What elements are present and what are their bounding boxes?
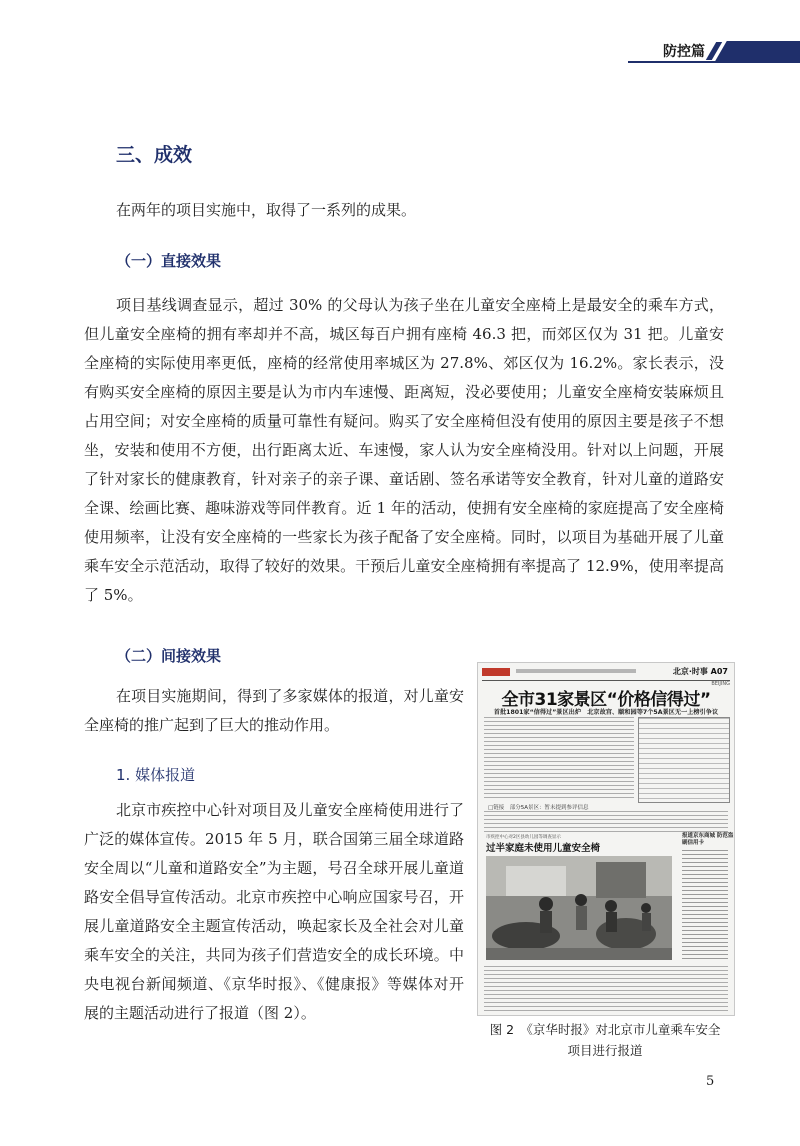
newspaper-clipping-figure [477, 662, 735, 1016]
media-coverage-heading: 1. 媒体报道 [116, 766, 196, 784]
newspaper-text-columns [484, 811, 728, 833]
newspaper-headline: 全市31家景区“价格信得过” [501, 690, 711, 710]
figure-caption [474, 1019, 736, 1061]
media-coverage-paragraph: 北京市疾控中心针对项目及儿童安全座椅使用进行了广泛的媒体宣传。2015 年 5 月，联合国第三届全球道路安全周以“儿童和道路安全”为主题，号召全球开展儿童道路安全倡导宣传活动。北京市疾控中心响应国家号召，开展儿童道路安全主题宣传活动，唤起家长及全社会对儿童乘车安全的关注，共同为孩子们营造安全的成长环境。中央电视台新闻频道、《京华时报》、《健康报》等媒体对开展的主题活动进行了报道（图 2）。 [84, 801, 464, 1022]
newspaper-logo-block [482, 668, 510, 676]
newspaper-section-label: 北京·时事 A07 [672, 667, 728, 676]
newspaper-text-columns [484, 966, 728, 1012]
indirect-effects-paragraph: 在项目实施期间，得到了多家媒体的报道，对儿童安全座椅的推广起到了巨大的推动作用。 [84, 687, 464, 734]
figure-caption-line: 项目进行报道 [567, 1043, 643, 1058]
figure-caption-line: 图 2 《京华时报》对北京市儿童乘车安全 [489, 1022, 721, 1037]
children-playground-photo [486, 856, 672, 960]
newspaper-edition-label: BEIJING [711, 681, 730, 687]
newspaper-sidebar-title: 报道京东商城 防范盗刷信用卡 [682, 833, 734, 846]
newspaper-subheadline: 首批1801家“信得过”景区出炉 北京故宫、颐和园等7个5A景区无一上榜引争议 [493, 709, 719, 716]
chapter-header-tag [655, 40, 800, 62]
newspaper-article-headline: 过半家庭未使用儿童安全椅 [486, 843, 601, 854]
indirect-effects-heading: （二）间接效果 [116, 647, 222, 665]
header-bar-decoration [715, 41, 800, 61]
intro-paragraph: 在两年的项目实施中，取得了一系列的成果。 [116, 201, 417, 219]
newspaper-photo [486, 856, 672, 960]
header-rule [628, 61, 800, 63]
newspaper-box-label: □链接 部分5A景区：暂未提到参评信息 [488, 805, 589, 811]
chapter-label: 防控篇 [663, 44, 705, 60]
newspaper-date-line [516, 669, 636, 673]
page-number: 5 [706, 1074, 715, 1089]
direct-effects-paragraph: 项目基线调查显示，超过 30% 的父母认为孩子坐在儿童安全座椅上是最安全的乘车方式，但儿童安全座椅的拥有率却并不高，城区每百户拥有座椅 46.3 把，而郊区仅为 31 把。儿童安全座椅的实际使用率更低，座椅的经常使用率城区为 27.8%、郊区仅为 16.2%。家长表示，没有购买安全座椅的原因主要是认为市内车速慢、距离短，没必要使用；儿童安全座椅安装麻烦且占用空间；对安全座椅的质量可靠性有疑问。购买了安全座椅但没有使用的原因主要是孩子不想坐，安装和使用不方便，出行距离太近、车速慢，家人认为安全座椅没用。针对以上问题，开展了针对家长的健康教育，针对亲子的亲子课、童话剧、签名承诺等安全教育，针对儿童的道路安全课、绘画比赛、趣味游戏等同伴教育。近 1 年的活动，使拥有安全座椅的家庭提高了安全座椅使用频率，让没有安全座椅的一些家长为孩子配备了安全座椅。同时，以项目为基础开展了儿童乘车安全示范活动，取得了较好的效果。干预后儿童安全座椅拥有率提高了 12.9%，使用率提高了 5%。 [84, 296, 724, 604]
newspaper-text-columns [484, 717, 634, 801]
newspaper-table [638, 717, 730, 803]
newspaper-masthead [482, 666, 730, 681]
direct-effects-heading: （一）直接效果 [116, 252, 222, 270]
newspaper-sidebar-text [682, 850, 728, 960]
section-title: 三、成效 [116, 144, 193, 166]
newspaper-article-kicker: 市疾控中心对2区县幼儿园等调查显示 [486, 835, 561, 840]
